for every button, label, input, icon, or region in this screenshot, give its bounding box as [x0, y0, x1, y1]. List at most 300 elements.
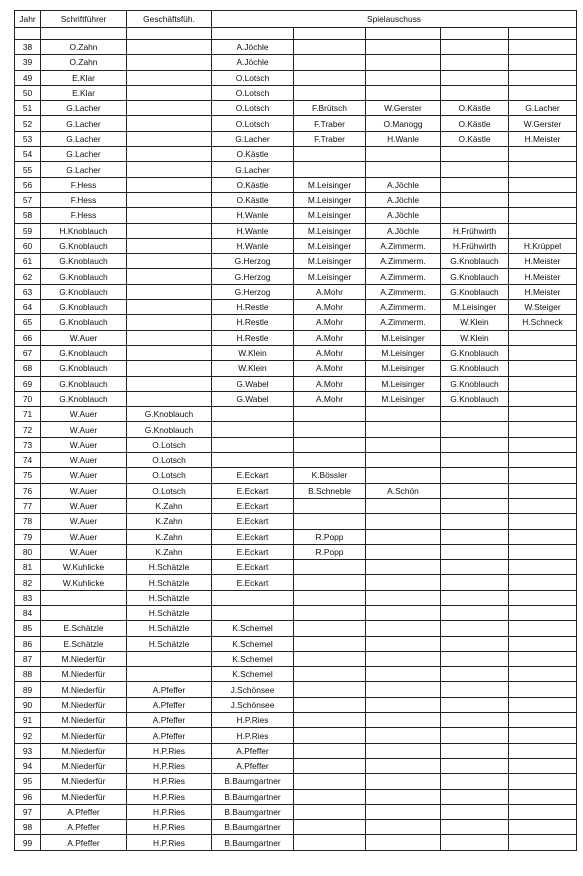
committee-cell: H.Frühwirth [441, 238, 509, 253]
manager-cell [127, 238, 212, 253]
table-row [15, 575, 577, 590]
table-row [15, 483, 577, 498]
year-cell: 55 [15, 162, 41, 177]
secretary-cell: A.Pfeffer [41, 820, 127, 835]
committee-cell [509, 208, 577, 223]
year-cell: 39 [15, 55, 41, 70]
manager-cell [127, 208, 212, 223]
committee-cell: H.Meister [509, 269, 577, 284]
committee-cell [366, 407, 441, 422]
table-row [15, 101, 577, 116]
committee-cell [366, 437, 441, 452]
secretary-cell: G.Lacher [41, 131, 127, 146]
secretary-cell: W.Auer [41, 437, 127, 452]
committee-cell: K.Schemel [212, 621, 294, 636]
committee-cell: W.Gerster [509, 116, 577, 131]
secretary-cell: W.Kuhlicke [41, 575, 127, 590]
committee-cell [294, 713, 366, 728]
table-row [15, 437, 577, 452]
secretary-cell: E.Klar [41, 70, 127, 85]
committee-cell: K.Schemel [212, 651, 294, 666]
year-cell: 93 [15, 743, 41, 758]
table-row [15, 55, 577, 70]
table-row [15, 361, 577, 376]
committee-cell [366, 40, 441, 55]
committee-cell: G.Lacher [509, 101, 577, 116]
year-cell: 65 [15, 315, 41, 330]
table-row [15, 208, 577, 223]
secretary-cell: M.Niederfür [41, 667, 127, 682]
manager-cell: K.Zahn [127, 544, 212, 559]
secretary-cell: G.Knoblauch [41, 254, 127, 269]
secretary-cell: G.Knoblauch [41, 238, 127, 253]
secretary-cell: W.Auer [41, 407, 127, 422]
manager-cell [127, 131, 212, 146]
manager-cell [127, 300, 212, 315]
secretary-cell: O.Zahn [41, 55, 127, 70]
committee-cell [509, 514, 577, 529]
manager-cell: G.Knoblauch [127, 422, 212, 437]
secretary-cell: G.Lacher [41, 116, 127, 131]
committee-cell [509, 667, 577, 682]
committee-cell: H.Frühwirth [441, 223, 509, 238]
manager-cell [127, 315, 212, 330]
committee-cell [366, 560, 441, 575]
committee-cell [366, 804, 441, 819]
committee-cell [294, 636, 366, 651]
table-row [15, 590, 577, 605]
manager-cell: K.Zahn [127, 498, 212, 513]
table-row [15, 376, 577, 391]
committee-cell [441, 774, 509, 789]
committee-cell: O.Kästle [441, 116, 509, 131]
secretary-cell: M.Niederfür [41, 728, 127, 743]
committee-cell: M.Leisinger [294, 177, 366, 192]
committee-cell [366, 682, 441, 697]
secretary-cell: G.Knoblauch [41, 300, 127, 315]
year-cell: 94 [15, 758, 41, 773]
committee-cell: F.Traber [294, 116, 366, 131]
secretary-cell: E.Klar [41, 85, 127, 100]
committee-cell: A.Mohr [294, 315, 366, 330]
committee-cell [441, 590, 509, 605]
committee-cell: A.Zimmerm. [366, 315, 441, 330]
manager-cell: H.P.Ries [127, 789, 212, 804]
committee-cell [441, 682, 509, 697]
committee-cell: G.Wabel [212, 376, 294, 391]
committee-cell [294, 147, 366, 162]
committee-cell: O.Kästle [212, 177, 294, 192]
year-cell: 76 [15, 483, 41, 498]
committee-cell: H.P.Ries [212, 713, 294, 728]
manager-cell [127, 55, 212, 70]
committee-cell [366, 453, 441, 468]
committee-cell [366, 789, 441, 804]
committee-cell [366, 743, 441, 758]
year-cell: 60 [15, 238, 41, 253]
committee-cell: H.Restle [212, 315, 294, 330]
committee-cell: G.Lacher [212, 162, 294, 177]
committee-cell: M.Leisinger [294, 192, 366, 207]
committee-cell [366, 636, 441, 651]
year-cell: 82 [15, 575, 41, 590]
committee-cell [294, 70, 366, 85]
committee-cell [509, 804, 577, 819]
year-cell: 73 [15, 437, 41, 452]
committee-cell: O.Lotsch [212, 116, 294, 131]
committee-cell: O.Kästle [212, 147, 294, 162]
committee-cell: B.Baumgartner [212, 820, 294, 835]
committee-cell: M.Leisinger [294, 254, 366, 269]
year-cell: 87 [15, 651, 41, 666]
committee-cell: A.Jöchle [212, 55, 294, 70]
committee-cell [509, 85, 577, 100]
year-cell: 96 [15, 789, 41, 804]
secretary-cell: G.Knoblauch [41, 391, 127, 406]
secretary-cell: G.Knoblauch [41, 376, 127, 391]
table-row [15, 177, 577, 192]
committee-cell [509, 437, 577, 452]
committee-cell: R.Popp [294, 529, 366, 544]
year-cell: 89 [15, 682, 41, 697]
committee-cell: J.Schönsee [212, 682, 294, 697]
year-cell: 51 [15, 101, 41, 116]
committee-cell: W.Gerster [366, 101, 441, 116]
committee-cell: G.Herzog [212, 269, 294, 284]
secretary-cell: W.Auer [41, 330, 127, 345]
committee-cell [366, 590, 441, 605]
manager-cell [127, 391, 212, 406]
committee-cell [509, 605, 577, 620]
secretary-cell: G.Lacher [41, 147, 127, 162]
manager-cell [127, 192, 212, 207]
committee-cell [509, 774, 577, 789]
committee-cell: E.Eckart [212, 560, 294, 575]
secretary-cell: A.Pfeffer [41, 804, 127, 819]
manager-cell: A.Pfeffer [127, 713, 212, 728]
committee-cell: E.Eckart [212, 468, 294, 483]
table-row [15, 743, 577, 758]
committee-cell [441, 575, 509, 590]
committee-cell [212, 453, 294, 468]
committee-cell: H.Wanle [212, 238, 294, 253]
table-row [15, 498, 577, 513]
committee-cell: E.Eckart [212, 575, 294, 590]
committee-cell [509, 758, 577, 773]
year-cell: 95 [15, 774, 41, 789]
committee-cell [509, 713, 577, 728]
manager-cell: G.Knoblauch [127, 407, 212, 422]
committee-cell [441, 621, 509, 636]
table-row [15, 391, 577, 406]
secretary-cell: W.Auer [41, 544, 127, 559]
year-cell: 99 [15, 835, 41, 850]
committee-cell [441, 651, 509, 666]
committee-cell [294, 697, 366, 712]
year-cell: 58 [15, 208, 41, 223]
committee-cell [441, 453, 509, 468]
committee-cell: A.Jöchle [366, 192, 441, 207]
manager-cell: O.Lotsch [127, 437, 212, 452]
committee-cell [212, 605, 294, 620]
committee-cell: H.Meister [509, 254, 577, 269]
year-cell: 57 [15, 192, 41, 207]
committee-cell [441, 728, 509, 743]
committee-cell [366, 162, 441, 177]
committee-cell: O.Lotsch [212, 85, 294, 100]
committee-cell [509, 223, 577, 238]
table-row [15, 758, 577, 773]
committee-cell: M.Leisinger [366, 345, 441, 360]
committee-cell: B.Schneble [294, 483, 366, 498]
committee-cell [441, 70, 509, 85]
committee-cell [509, 682, 577, 697]
secretary-cell: M.Niederfür [41, 651, 127, 666]
committee-cell: H.Meister [509, 131, 577, 146]
committee-cell [294, 774, 366, 789]
committee-cell [441, 514, 509, 529]
year-cell: 53 [15, 131, 41, 146]
manager-cell: H.P.Ries [127, 774, 212, 789]
secretary-cell: M.Niederfür [41, 697, 127, 712]
committee-cell [366, 651, 441, 666]
committee-cell: B.Baumgartner [212, 835, 294, 850]
committee-cell [294, 560, 366, 575]
manager-cell [127, 376, 212, 391]
secretary-cell: G.Knoblauch [41, 284, 127, 299]
table-row [15, 667, 577, 682]
committee-cell: O.Lotsch [212, 70, 294, 85]
committee-cell [509, 330, 577, 345]
committee-cell [366, 820, 441, 835]
committee-cell [509, 422, 577, 437]
manager-cell: A.Pfeffer [127, 682, 212, 697]
committee-cell: J.Schönsee [212, 697, 294, 712]
committee-cell: A.Mohr [294, 376, 366, 391]
secretary-cell: W.Auer [41, 514, 127, 529]
table-row [15, 774, 577, 789]
manager-cell: H.P.Ries [127, 804, 212, 819]
year-cell: 67 [15, 345, 41, 360]
committee-cell [294, 667, 366, 682]
year-cell: 63 [15, 284, 41, 299]
committee-cell [509, 55, 577, 70]
year-cell: 80 [15, 544, 41, 559]
committee-cell: G.Herzog [212, 284, 294, 299]
table-row [15, 422, 577, 437]
committee-cell: E.Eckart [212, 544, 294, 559]
committee-cell [294, 682, 366, 697]
committee-cell [509, 40, 577, 55]
committee-cell [366, 728, 441, 743]
manager-cell: H.P.Ries [127, 758, 212, 773]
committee-cell [294, 758, 366, 773]
year-cell: 49 [15, 70, 41, 85]
committee-cell: K.Schemel [212, 667, 294, 682]
secretary-cell: G.Knoblauch [41, 345, 127, 360]
committee-cell [294, 85, 366, 100]
secretary-cell: W.Auer [41, 498, 127, 513]
committee-cell: H.Meister [509, 284, 577, 299]
committee-cell: A.Mohr [294, 391, 366, 406]
manager-cell [127, 330, 212, 345]
committee-cell: H.P.Ries [212, 728, 294, 743]
secretary-cell: M.Niederfür [41, 758, 127, 773]
table-row [15, 116, 577, 131]
table-row [15, 804, 577, 819]
committee-cell [509, 743, 577, 758]
manager-cell: H.P.Ries [127, 835, 212, 850]
committee-cell: A.Pfeffer [212, 743, 294, 758]
year-cell: 38 [15, 40, 41, 55]
table-row [15, 468, 577, 483]
committee-cell [366, 605, 441, 620]
committee-cell: H.Wanle [366, 131, 441, 146]
committee-cell: M.Leisinger [294, 269, 366, 284]
year-cell: 75 [15, 468, 41, 483]
manager-cell [127, 85, 212, 100]
table-row [15, 560, 577, 575]
committee-cell: M.Leisinger [294, 223, 366, 238]
secretary-cell: M.Niederfür [41, 789, 127, 804]
manager-cell [127, 116, 212, 131]
committee-cell [509, 70, 577, 85]
committee-cell [294, 789, 366, 804]
committee-cell [294, 621, 366, 636]
committee-cell [294, 55, 366, 70]
manager-cell [127, 177, 212, 192]
committee-cell [366, 544, 441, 559]
committee-cell [294, 575, 366, 590]
secretary-cell: G.Lacher [41, 101, 127, 116]
table-row [15, 40, 577, 55]
secretary-cell: W.Auer [41, 422, 127, 437]
committee-cell: W.Klein [212, 345, 294, 360]
secretary-cell: W.Auer [41, 453, 127, 468]
year-cell: 78 [15, 514, 41, 529]
committee-cell: W.Klein [212, 361, 294, 376]
committee-cell [509, 147, 577, 162]
table-row [15, 682, 577, 697]
committee-cell [509, 697, 577, 712]
committee-cell [509, 651, 577, 666]
secretary-cell: W.Kuhlicke [41, 560, 127, 575]
committee-cell [294, 422, 366, 437]
table-row [15, 835, 577, 850]
secretary-cell: M.Niederfür [41, 713, 127, 728]
manager-cell: H.P.Ries [127, 743, 212, 758]
manager-cell: O.Lotsch [127, 453, 212, 468]
table-row [15, 162, 577, 177]
committee-cell: A.Mohr [294, 345, 366, 360]
committee-cell: O.Lotsch [212, 101, 294, 116]
year-cell: 81 [15, 560, 41, 575]
committee-cell: G.Knoblauch [441, 254, 509, 269]
year-cell: 88 [15, 667, 41, 682]
manager-cell [127, 70, 212, 85]
manager-cell [127, 101, 212, 116]
committee-cell: A.Mohr [294, 330, 366, 345]
table-row [15, 820, 577, 835]
header-row [15, 11, 577, 28]
committee-cell [294, 743, 366, 758]
committee-cell [441, 544, 509, 559]
committee-cell [366, 514, 441, 529]
committee-cell [509, 177, 577, 192]
table-row [15, 728, 577, 743]
table-row [15, 131, 577, 146]
committee-cell [366, 422, 441, 437]
committee-cell [366, 85, 441, 100]
manager-cell [127, 269, 212, 284]
manager-cell [127, 254, 212, 269]
committee-cell: W.Klein [441, 330, 509, 345]
header-committee: Spielauschuss [212, 11, 577, 28]
header-secretary: Schriftführer [41, 11, 127, 28]
committee-cell: G.Knoblauch [441, 345, 509, 360]
committee-cell [294, 835, 366, 850]
secretary-cell: M.Niederfür [41, 774, 127, 789]
table-row [15, 345, 577, 360]
spacer-row [15, 28, 577, 40]
table-row [15, 407, 577, 422]
committee-cell: A.Jöchle [366, 223, 441, 238]
committee-cell: A.Pfeffer [212, 758, 294, 773]
secretary-cell: W.Auer [41, 468, 127, 483]
manager-cell: H.Schätzle [127, 590, 212, 605]
committee-cell: A.Zimmerm. [366, 238, 441, 253]
committee-cell [366, 835, 441, 850]
committee-cell: A.Zimmerm. [366, 269, 441, 284]
committee-cell: M.Leisinger [294, 238, 366, 253]
committee-cell [294, 820, 366, 835]
year-cell: 69 [15, 376, 41, 391]
manager-cell: H.Schätzle [127, 560, 212, 575]
committee-cell [441, 636, 509, 651]
committee-cell [441, 758, 509, 773]
committee-cell [509, 345, 577, 360]
committee-cell [441, 529, 509, 544]
committee-cell [294, 498, 366, 513]
committee-cell [509, 483, 577, 498]
committee-cell [366, 147, 441, 162]
committee-cell: G.Knoblauch [441, 284, 509, 299]
year-cell: 66 [15, 330, 41, 345]
committee-cell: E.Eckart [212, 498, 294, 513]
table-row [15, 284, 577, 299]
committee-cell: A.Zimmerm. [366, 284, 441, 299]
committee-cell [294, 40, 366, 55]
committee-cell [441, 835, 509, 850]
committee-cell [366, 621, 441, 636]
committee-cell [212, 407, 294, 422]
committee-cell: A.Jöchle [366, 208, 441, 223]
committee-cell [294, 437, 366, 452]
committee-cell [509, 728, 577, 743]
header-manager: Geschäftsfüh. [127, 11, 212, 28]
table-row [15, 300, 577, 315]
table-row [15, 147, 577, 162]
committee-cell: H.Wanle [212, 208, 294, 223]
committee-cell [509, 590, 577, 605]
year-cell: 86 [15, 636, 41, 651]
committee-cell [441, 468, 509, 483]
year-cell: 56 [15, 177, 41, 192]
manager-cell: H.Schätzle [127, 605, 212, 620]
committee-cell: M.Leisinger [366, 391, 441, 406]
committee-cell [509, 789, 577, 804]
committee-cell: W.Klein [441, 315, 509, 330]
